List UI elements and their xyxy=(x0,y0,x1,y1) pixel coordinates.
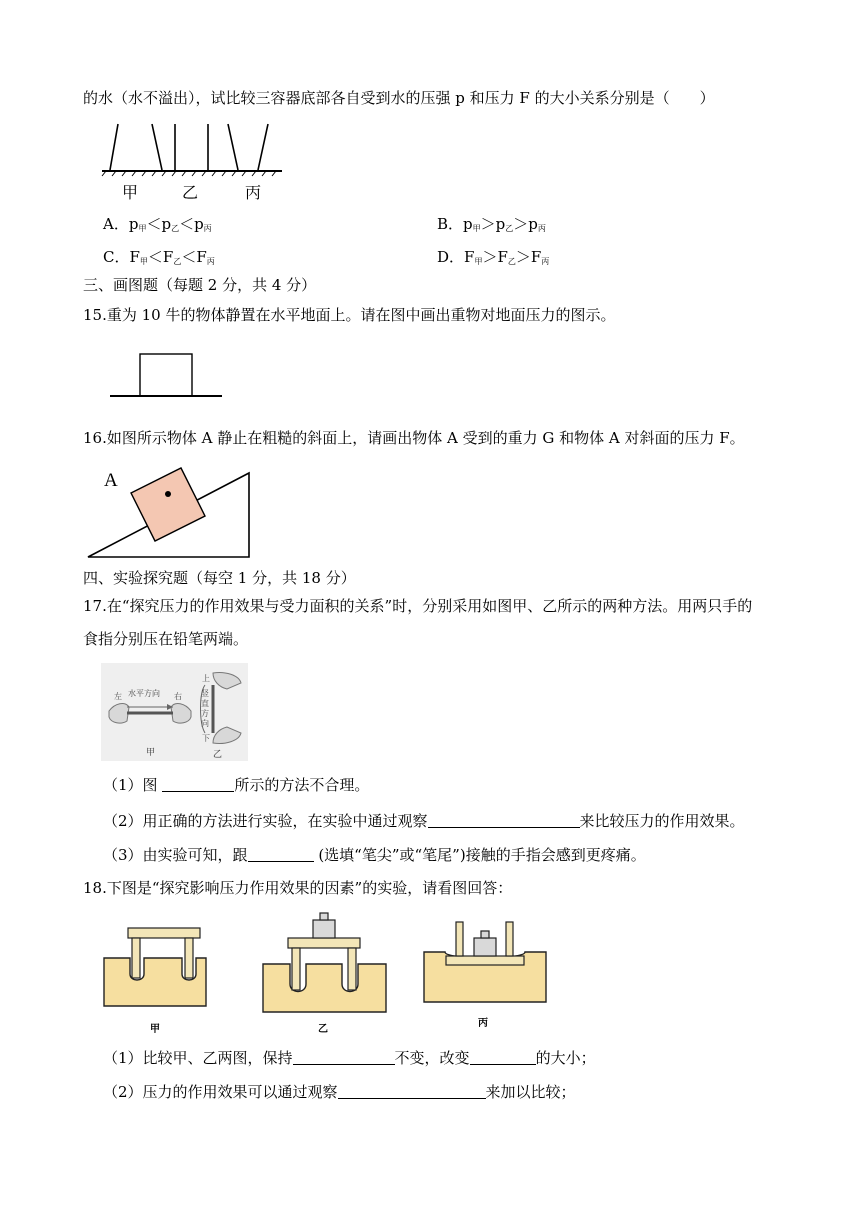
q17-blank-3[interactable] xyxy=(248,845,314,862)
q14-option-d[interactable]: D．$F_甲>F_乙>F_丙$ xyxy=(437,248,550,266)
q18-blank-1[interactable] xyxy=(293,1048,395,1065)
q18-label-bing: 丙 xyxy=(478,1018,488,1029)
q17-blank-2[interactable] xyxy=(428,811,580,828)
q14-label-yi: 乙 xyxy=(182,183,199,202)
q17-label-yi: 乙 xyxy=(213,750,223,760)
q17-line1: 17.在“探究压力的作用效果与受力面积的关系”时，分别采用如图甲、乙所示的两种方法。用两只手的 xyxy=(83,597,753,615)
q17-line2: 食指分别压在铅笔两端。 xyxy=(83,630,249,648)
q17-label-down: 下 xyxy=(202,734,210,743)
q18-sub2: （2）压力的作用效果可以通过观察 来加以比较； xyxy=(103,1083,576,1101)
q14-label-bing: 丙 xyxy=(245,183,262,202)
q14-option-a[interactable]: A．$p_甲<p_乙<p_丙$ xyxy=(103,215,212,233)
q14-stem: 的水（水不溢出），试比较三容器底部各自受到水的压强 p 和压力 F 的大小关系分别是（ ） xyxy=(83,89,715,107)
q17-label-jia: 甲 xyxy=(146,748,156,758)
q18-label-jia: 甲 xyxy=(150,1024,160,1035)
q17-pencil-figure xyxy=(101,663,248,761)
q14-option-c[interactable]: C．$F_甲<F_乙<F_丙$ xyxy=(103,248,215,266)
q14-option-b[interactable]: B．$p_甲>p_乙>p_丙$ xyxy=(437,215,546,233)
q18-label-yi: 乙 xyxy=(318,1024,328,1035)
section-4-title: 四、实验探究题（每空 1 分，共 18 分） xyxy=(83,569,356,587)
q14-label-jia: 甲 xyxy=(122,183,139,202)
q15-text: 15.重为 10 牛的物体静置在水平地面上。请在图中画出重物对地面压力的图示。 xyxy=(83,306,616,324)
q17-label-horizontal: 水平方向 xyxy=(128,689,160,698)
q16-label-a: A xyxy=(104,470,118,491)
q17-label-left: 左 xyxy=(114,692,122,701)
q17-sub1: （1）图 所示的方法不合理。 xyxy=(103,776,370,794)
q18-blank-2[interactable] xyxy=(470,1048,536,1065)
q17-blank-1[interactable] xyxy=(162,775,234,792)
q17-label-up: 上 xyxy=(202,674,210,683)
q18-blank-3[interactable] xyxy=(338,1082,486,1099)
q15-figure xyxy=(110,352,225,402)
q18-sub1: （1）比较甲、乙两图，保持 不变，改变 的大小； xyxy=(103,1049,596,1067)
q18-sponge-figure xyxy=(100,908,560,1018)
q17-sub3: （3）由实验可知，跟 (选填“笔尖”或“笔尾”)接触的手指会感到更疼痛。 xyxy=(103,846,646,864)
q17-label-right: 右 xyxy=(174,692,182,701)
q17-label-vertical: 竖 直 方 向 xyxy=(201,689,209,728)
q18-line1: 18.下图是“探究影响压力作用效果的因素”的实验，请看图回答： xyxy=(83,879,513,897)
q16-text: 16.如图所示物体 A 静止在粗糙的斜面上，请画出物体 A 受到的重力 G 和物体 A 对斜面的压力 F。 xyxy=(83,429,745,447)
q17-sub2: （2）用正确的方法进行实验，在实验中通过观察 来比较压力的作用效果。 xyxy=(103,812,745,830)
section-3-title: 三、画图题（每题 2 分，共 4 分） xyxy=(83,276,317,294)
